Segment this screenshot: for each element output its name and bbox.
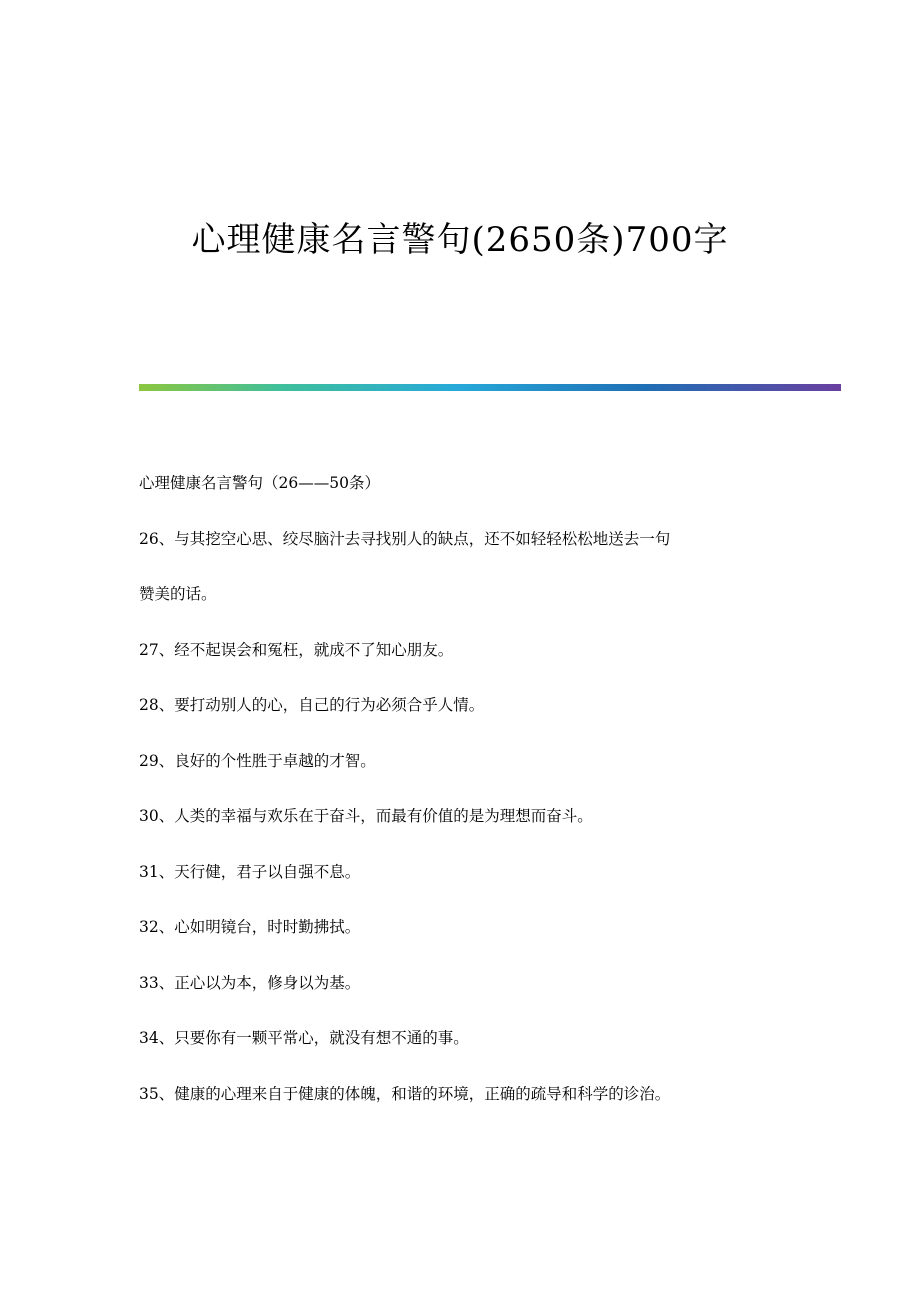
quote-line: 30、人类的幸福与欢乐在于奋斗，而最有价值的是为理想而奋斗。 bbox=[139, 807, 593, 825]
section-heading: 心理健康名言警句（26——50条） bbox=[139, 474, 380, 492]
quote-line: 33、正心以为本，修身以为基。 bbox=[139, 973, 361, 992]
quote-line: 32、心如明镜台，时时勤拂拭。 bbox=[139, 918, 361, 936]
quote-line: 29、良好的个性胜于卓越的才智。 bbox=[139, 751, 376, 770]
quote-line: 34、只要你有一颗平常心，就没有想不通的事。 bbox=[139, 1029, 469, 1047]
quote-line: 31、天行健，君子以自强不息。 bbox=[139, 862, 361, 881]
quote-line: 27、经不起误会和冤枉，就成不了知心朋友。 bbox=[139, 640, 454, 659]
document-title: 心理健康名言警句(2650条)700字 bbox=[191, 220, 729, 260]
quote-line: 赞美的话。 bbox=[139, 585, 217, 603]
document-body bbox=[139, 466, 799, 1132]
gradient-divider bbox=[139, 384, 841, 391]
quote-line: 28、要打动别人的心，自己的行为必须合乎人情。 bbox=[139, 696, 485, 714]
quote-line: 35、健康的心理来自于健康的体魄，和谐的环境，正确的疏导和科学的诊治。 bbox=[139, 1084, 671, 1103]
quote-line: 26、与其挖空心思、绞尽脑汁去寻找别人的缺点，还不如轻轻松松地送去一句 bbox=[139, 529, 671, 548]
